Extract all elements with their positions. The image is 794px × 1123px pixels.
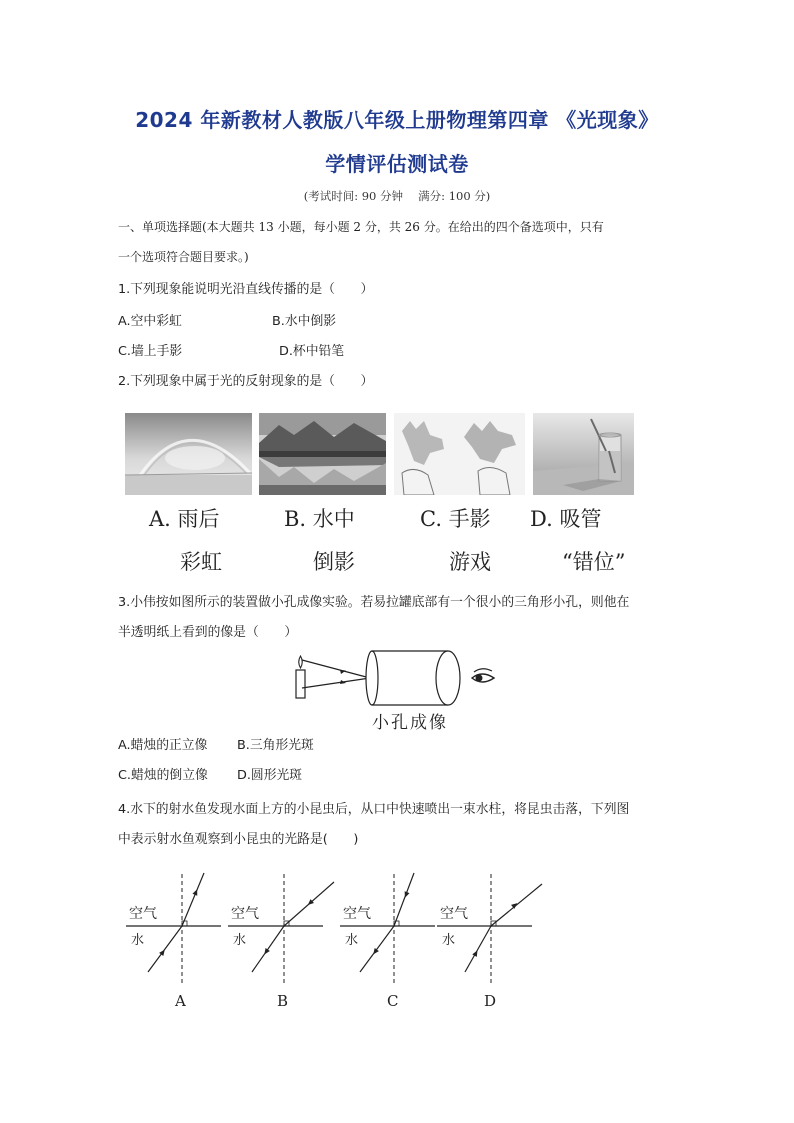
- pinhole-figure-label: 小孔成像: [372, 713, 448, 733]
- caption-d-line2: “错位”: [562, 550, 626, 574]
- ray-in-water: [465, 926, 491, 972]
- diagram-option-label: D: [484, 992, 497, 1010]
- caption-a-line1: A. 雨后: [149, 507, 220, 531]
- caption-a-line2: 彩虹: [180, 550, 222, 574]
- q3-option-a: A.蜡烛的正立像: [118, 738, 208, 753]
- page-title: 2024 年新教材人教版八年级上册物理第四章 《光现象》: [135, 108, 659, 132]
- exam-info: (考试时间: 90 分钟 满分: 100 分): [303, 189, 491, 203]
- q1-option-c: C.墙上手影: [118, 344, 183, 359]
- q3-option-d: D.圆形光斑: [237, 768, 303, 783]
- air-label: 空气: [231, 906, 259, 922]
- q1-stem: 1.下列现象能说明光沿直线传播的是（ ）: [118, 282, 374, 297]
- ray-arrowhead: [472, 950, 477, 957]
- q3-stem-cont: 半透明纸上看到的像是（ ）: [118, 625, 298, 640]
- section-heading: 一、单项选择题(本大题共 13 小题，每小题 2 分，共 26 分。在给出的四个备选项中，只有: [118, 220, 604, 234]
- q4-stem: 4.水下的射水鱼发现水面上方的小昆虫后，从口中快速喷出一束水柱，将昆虫击落，下列图: [118, 802, 630, 817]
- q1-option-b: B.水中倒影: [272, 314, 337, 329]
- caption-d-line1: D. 吸管: [530, 507, 602, 531]
- water-label: 水: [131, 933, 145, 948]
- caption-c-line2: 游戏: [449, 550, 491, 574]
- air-label: 空气: [343, 906, 371, 922]
- caption-c-line1: C. 手影: [420, 507, 491, 531]
- water-label: 水: [442, 933, 456, 948]
- q4-stem-cont: 中表示射水鱼观察到小昆虫的光路是( ): [118, 832, 359, 847]
- q2-stem: 2.下列现象中属于光的反射现象的是（ ）: [118, 374, 374, 389]
- q3-option-b: B.三角形光斑: [237, 738, 314, 753]
- air-label: 空气: [440, 906, 468, 922]
- page-subtitle: 学情评估测试卷: [325, 152, 469, 176]
- ray-in-air: [491, 884, 542, 926]
- q3-option-c: C.蜡烛的倒立像: [118, 768, 208, 783]
- diagram-option-label: B: [277, 992, 289, 1010]
- section-heading-cont: 一个选项符合题目要求。): [118, 250, 249, 264]
- q3-stem: 3.小伟按如图所示的装置做小孔成像实验。若易拉罐底部有一个很小的三角形小孔，则他在: [118, 595, 630, 610]
- diagram-option-label: C: [387, 992, 399, 1010]
- caption-b-line1: B. 水中: [284, 507, 355, 531]
- water-label: 水: [345, 933, 359, 948]
- air-label: 空气: [129, 906, 157, 922]
- caption-b-line2: 倒影: [313, 550, 355, 574]
- q1-option-d: D.杯中铅笔: [279, 344, 345, 359]
- diagram-option-label: A: [175, 992, 186, 1010]
- water-label: 水: [233, 933, 247, 948]
- q1-option-a: A.空中彩虹: [118, 314, 182, 329]
